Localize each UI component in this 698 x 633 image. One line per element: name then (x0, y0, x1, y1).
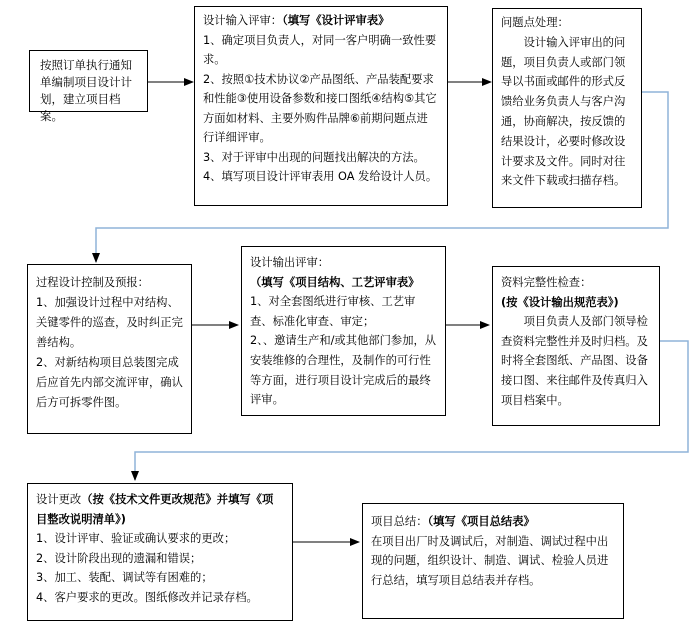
box2-heading (203, 11, 439, 31)
box2-item-2: 2、按照①技术协议②产品图纸、产品装配要求和性能③使用设备参数和接口图纸④结构⑤其它方面如材料、主要外购件品牌⑥前期问题点进行详细评审。 (203, 72, 437, 144)
box2-item-3: 3、对于评审中出现的问题找出解决的方法。 (203, 150, 425, 164)
box6-body: 项目负责人及部门领导检查资料完整性并及时归档。及时将全套图纸、产品图、设备接口图、来往邮件及传真归入项目档案中。 (501, 315, 648, 407)
box2-heading-text: 设计输入评审： (203, 14, 283, 27)
box4-item-2: 2、对新结构项目总装图完成后应首先内部交流评审，确认后方可拆零件图。 (36, 356, 183, 409)
box6-heading: 资料完整性检查： (501, 276, 592, 289)
box8-heading (371, 512, 615, 532)
box7-item-2: 2、设计阶段出现的遗漏和错误； (36, 551, 202, 565)
box-process-control (27, 264, 192, 434)
box-project-summary (362, 503, 624, 619)
box-design-input-review (194, 6, 448, 206)
box-data-integrity-check (492, 266, 660, 426)
box2-heading-bold: （填写《设计评审表》 (282, 14, 390, 27)
box8-body: 在项目出厂时及调试后，对制造、调试过程中出现的问题，组织设计、制造、调试、检验人员进行总结，填写项目总结表并存档。 (371, 534, 609, 587)
box-project-plan (29, 50, 148, 123)
box-issue-handling (492, 8, 642, 208)
box5-heading-bold: （填写《项目结构、工艺评审表》 (250, 275, 420, 289)
box5-item-2: 2、、邀请生产和/或其他部门参加，从安装维修的合理性，及制作的可行性等方面，进行项目设计完成后的最终评审。 (250, 334, 437, 407)
box4-item-1: 1、加强设计过程中对结构、关键零件的巡查，及时纠正完善结构。 (36, 296, 183, 349)
box8-heading-bold: （填写《项目总结表》 (427, 515, 535, 528)
box5-heading: 设计输出评审： (250, 256, 330, 269)
box7-heading-bold: （按《技术文件更改规范》并填写《项目整改说明清单》) (36, 493, 274, 526)
box-design-output-review (241, 246, 446, 416)
box7-heading-text: 设计更改 (36, 493, 82, 506)
box5-item-1: 1、对全套图纸进行审核、工艺审查、标准化审查、审定； (250, 295, 416, 328)
box7-item-4: 4、客户要求的更改。图纸修改并记录存档。 (36, 590, 258, 604)
box3-heading: 问题点处理： (501, 16, 569, 29)
box7-item-3: 3、加工、装配、调试等有困难的； (36, 571, 213, 584)
box7-item-1: 1、设计评审、验证或确认要求的更改； (36, 532, 236, 545)
box6-heading-bold: (按《设计输出规范表》) (501, 295, 619, 309)
box1-text: 按照订单执行通知单编制项目设计计划，建立项目档案。 (40, 58, 132, 123)
box7-heading (36, 490, 284, 529)
box2-item-1: 1、确定项目负责人，对同一客户明确一致性要求。 (203, 33, 437, 66)
box-design-change (27, 483, 293, 621)
box4-heading: 过程设计控制及预报： (36, 276, 149, 289)
box2-item-4: 4、填写项目设计评审表用 OA 发给设计人员。 (203, 170, 438, 183)
box8-heading-text: 项目总结： (371, 515, 428, 528)
box3-body: 设计输入评审出的问题，项目负责人或部门领导以书面或邮件的形式反馈给业务负责人与客户沟通，协商解决，按反馈的结果设计，必要时修改设计要求及文件。同时对往来文件下载或扫描存档。 (501, 35, 626, 188)
